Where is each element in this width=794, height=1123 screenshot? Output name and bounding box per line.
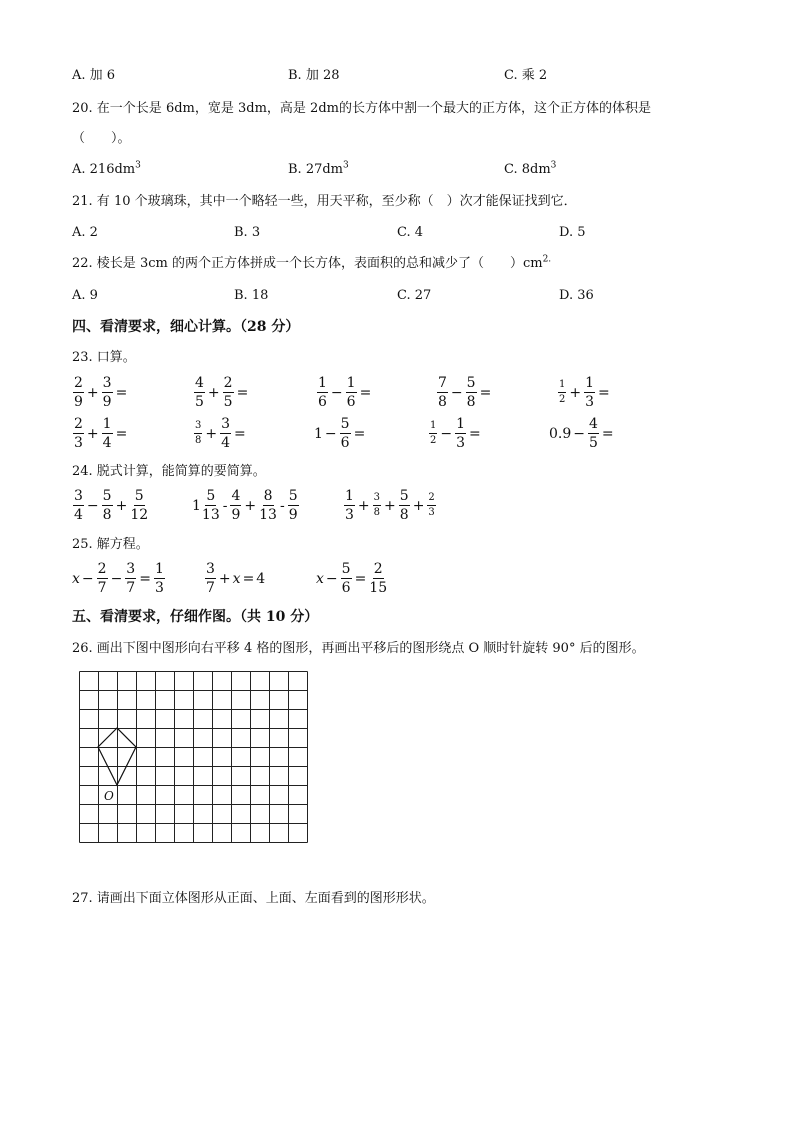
q23-r2-item1: $\frac{2}{3}$ + $\frac{1}{4}$ = xyxy=(74,416,128,451)
q23-r1-item1: $\frac{2}{9}$ + $\frac{3}{9}$ = xyxy=(74,375,128,410)
q21-option-d: D. 5 xyxy=(559,225,586,240)
q24-title: 24. 脱式计算，能简算的要简算。 xyxy=(72,464,266,479)
point-o-label: O xyxy=(104,789,114,803)
q20-option-b: B. $27dm^3$ xyxy=(288,160,349,177)
q23-r2-item4: $\frac{1}{2}$ − $\frac{1}{3}$ = xyxy=(430,416,481,451)
q20-option-c: C. $8dm^3$ xyxy=(504,160,557,177)
q21-option-c: C. 4 xyxy=(397,225,424,240)
q23-title: 23. 口算。 xyxy=(72,350,136,365)
q26-text: 26. 画出下图中图形向右平移 4 格的图形，再画出平移后的图形绕点 O 顺时针旋转 90° 后的图形。 xyxy=(72,641,645,656)
q25-title: 25. 解方程。 xyxy=(72,537,149,552)
q22-option-a: A. 9 xyxy=(72,288,98,303)
q21-option-b: B. 3 xyxy=(234,225,261,240)
q22-option-c: C. 27 xyxy=(397,288,432,303)
q20-blank: （ ）。 xyxy=(72,131,131,146)
q20-option-a: A. $216dm^3$ xyxy=(72,160,141,177)
q21-text: 21. 有 10 个玻璃珠，其中一个略轻一些，用天平称，至少称（ ）次才能保证找到它． xyxy=(72,194,577,209)
q23-r1-item3: $\frac{1}{6}$ − $\frac{1}{6}$ = xyxy=(318,375,372,410)
q19-option-c: C. 乘 2 xyxy=(504,68,548,83)
q23-r1-item5: $\frac{1}{2}$ + $\frac{1}{3}$ = xyxy=(559,375,610,410)
q19-option-a: A. 加 6 xyxy=(72,68,116,83)
q27-text: 27. 请画出下面立体图形从正面、上面、左面看到的图形形状。 xyxy=(72,891,435,906)
q25-equation-1: x − $\frac{2}{7}$ − $\frac{3}{7}$ = $\frac{1}{3}$ xyxy=(72,561,164,596)
q24-expression-1: $\frac{3}{4}$ − $\frac{5}{8}$ + $\frac{5}{12}$ xyxy=(74,488,149,523)
section-4-heading: 四、看清要求，细心计算。（28 分） xyxy=(72,319,300,335)
q23-r2-item2: $\frac{3}{8}$ + $\frac{3}{4}$ = xyxy=(195,416,246,451)
section-5-heading: 五、看清要求，仔细作图。（共 10 分） xyxy=(72,609,319,625)
q24-expression-3: $\frac{1}{3}$ + $\frac{3}{8}$ + $\frac{5}{8}$ + $\frac{2}{3}$ xyxy=(345,488,435,523)
q21-option-a: A. 2 xyxy=(72,225,98,240)
q23-r1-item2: $\frac{4}{5}$ + $\frac{2}{5}$ = xyxy=(195,375,249,410)
q22-text: 22. 棱长是 3cm 的两个正方体拼成一个长方体，表面积的总和减少了（ ）$cm^{2.}$ xyxy=(72,254,552,271)
q25-equation-3: x − $\frac{5}{6}$ = $\frac{2}{15}$ xyxy=(316,561,388,596)
q24-expression-2: 1 $\frac{5}{13}$ - $\frac{4}{9}$ + $\frac{8}{13}$ - $\frac{5}{9}$ xyxy=(192,488,298,523)
q19-option-b: B. 加 28 xyxy=(288,68,340,83)
grid-lines xyxy=(80,672,308,843)
q22-option-b: B. 18 xyxy=(234,288,269,303)
q23-r2-item3: 1 − $\frac{5}{6}$ = xyxy=(314,416,366,451)
q20-text: 20. 在一个长是 6dm，宽是 3dm，高是 2dm的长方体中割一个最大的正方体，这个正方体的体积是 xyxy=(72,101,651,116)
q23-r2-item5: 0.9 − $\frac{4}{5}$ = xyxy=(549,416,614,451)
q23-r1-item4: $\frac{7}{8}$ − $\frac{5}{8}$ = xyxy=(438,375,492,410)
q25-equation-2: $\frac{3}{7}$ + x = 4 xyxy=(206,561,266,596)
q26-grid-figure xyxy=(79,671,309,847)
q22-option-d: D. 36 xyxy=(559,288,594,303)
